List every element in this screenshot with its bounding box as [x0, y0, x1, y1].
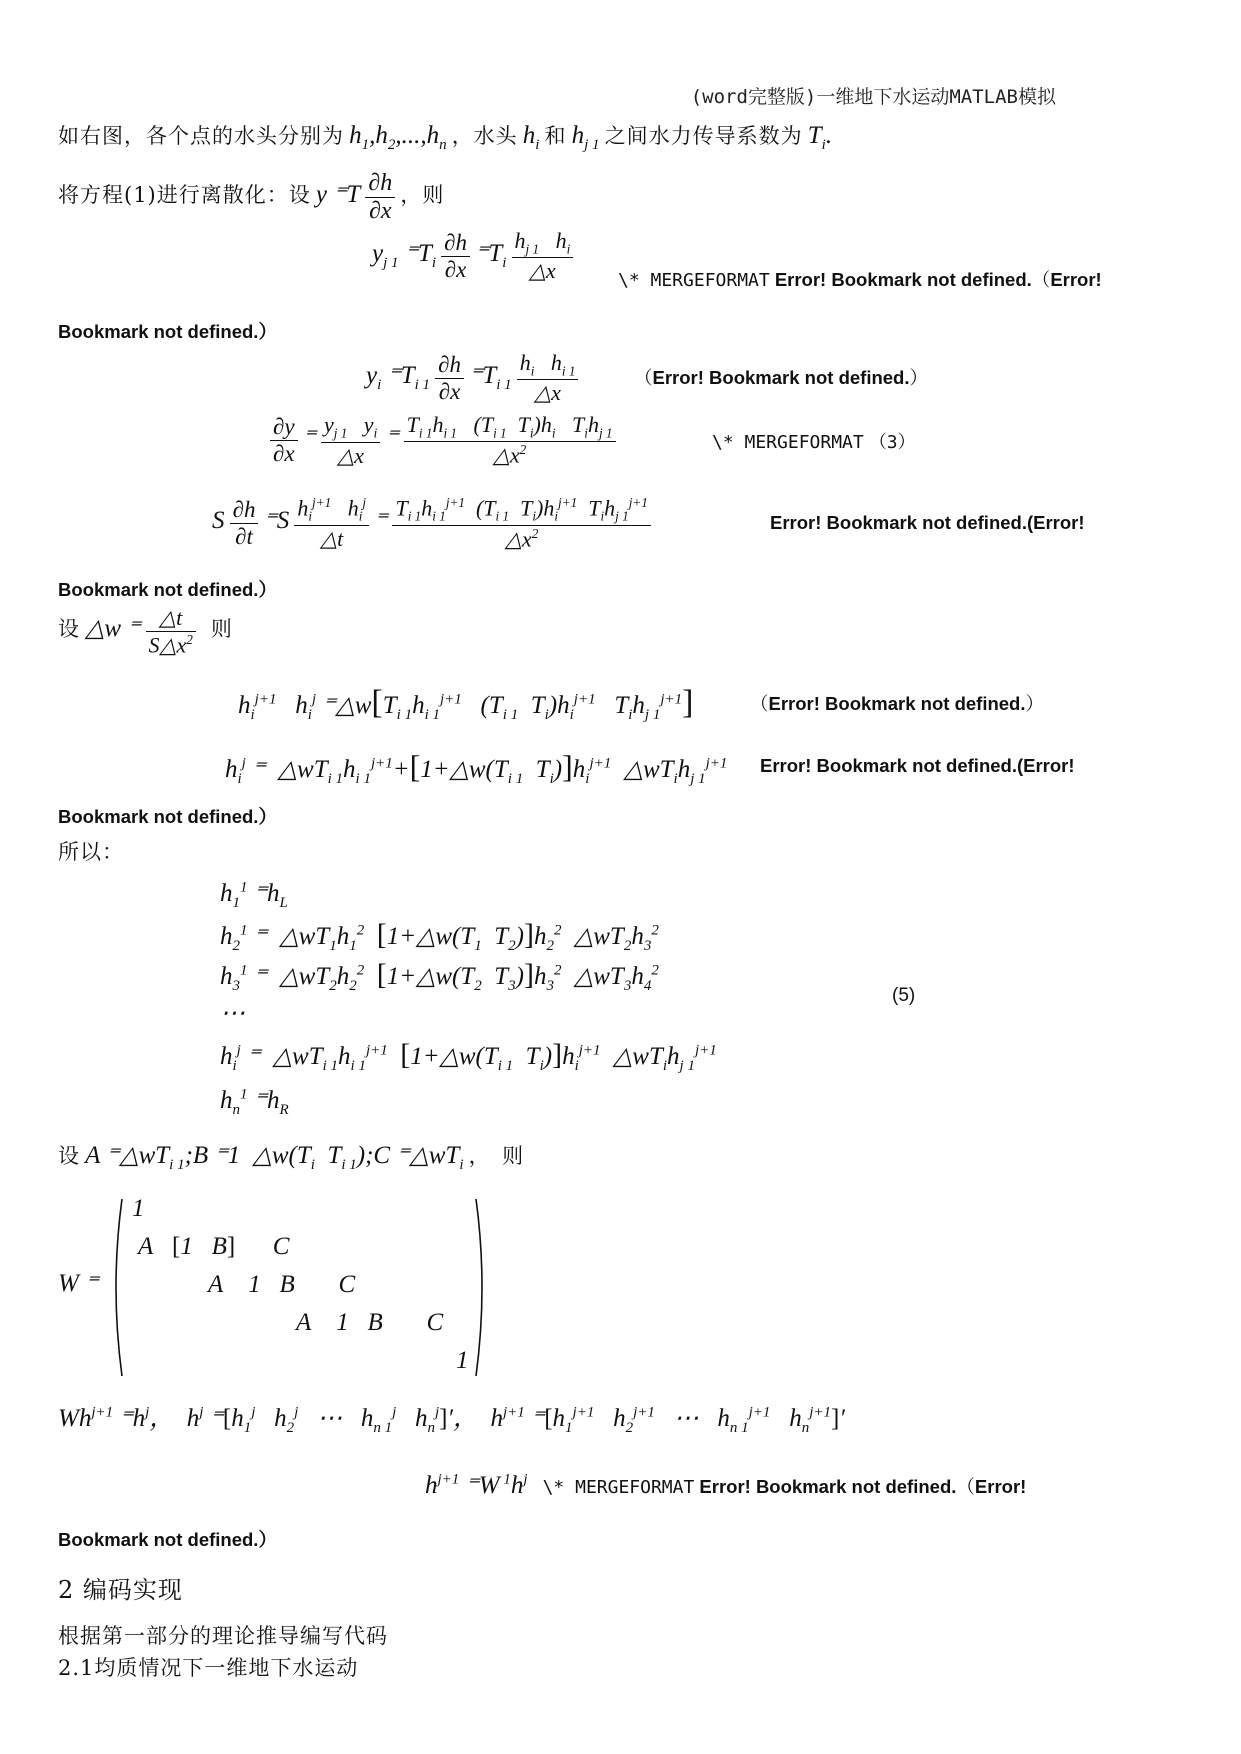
discretize-eq: y ⁼T	[315, 181, 361, 208]
intro-end: 之间水力传导系数为	[604, 124, 803, 148]
dh-dx-fraction: $\frac{\partial h}{\partial x}$	[365, 170, 395, 225]
intro-hi: $h_i$	[522, 122, 540, 153]
solution-equation: $h^{j+1}$ ⁼W $^1h^j$ \* MERGEFORMAT Error! Bookmark not defined.（Error!	[425, 1471, 1027, 1499]
error-cont: Error!	[1050, 269, 1102, 290]
solution-ref-cont: Bookmark not defined.）	[58, 1529, 277, 1550]
intro-paragraph	[58, 120, 832, 154]
equation-3: $\frac{\partial y}{\partial x}$ ⁼ $\frac{y_{j 1} y_i}{\triangle x}$ ⁼ $\frac{T_{i 1}h_{i 1} (T_{i 1} T_i)h_i T_ih_{j 1}}{\triangle x^2}$	[270, 412, 616, 469]
equation-4-ref: Error! Bookmark not defined.(Error!	[770, 512, 1085, 533]
equation-5b-ref-cont: Bookmark not defined.）	[58, 806, 277, 827]
set-w-line: 设 △w ⁼ $\frac{\triangle t}{S\triangle x^2}$ 则	[58, 605, 233, 658]
equation-2-ref: （Error! Bookmark not defined.）	[634, 367, 929, 389]
equation-5b-ref: Error! Bookmark not defined.(Error!	[760, 755, 1075, 776]
system-row-3: $h_3^1$ ⁼ $\triangle wT_2h_2^2$ [$1+\triangle w(T_2$ $T_3)]h_3^2$ $\triangle wT_3h_4^2$	[220, 958, 659, 994]
equation-5-label: (5)	[892, 985, 916, 1006]
system-row-ellipsis: ⋯	[220, 1000, 245, 1027]
section-2-1-heading: 2.1均质情况下一维地下水运动	[58, 1656, 359, 1680]
equation-4: S $\frac{\partial h}{\partial t}$ ⁼S $\frac{h_i^{j+1} h_i^j}{\triangle t}$ ⁼ $\frac{T_{i 1}h_{i 1}^{j+1} (T_{i 1} T_i)h_i^{j+1} T_ih_{j 1}^{j+1}}{\triangle x^2}$	[212, 495, 651, 552]
set-abc-line: 设 A $^=\triangle wT_{i 1};B$ ⁼1 $\triangle w(T_i$ $T_{i 1});C$ $^=\triangle wT_i$ ， 则	[58, 1142, 525, 1173]
intro-mid: ，水头	[451, 124, 518, 148]
intro-text: 如右图，各个点的水头分别为	[58, 124, 344, 148]
equation-1-ref: \* MERGEFORMAT Error! Bookmark not defined.（Error!	[618, 269, 1102, 291]
discretize-paragraph	[58, 170, 444, 225]
intro-hj: $h_{j 1}$	[571, 122, 600, 153]
intro-and: 和	[544, 124, 567, 148]
equation-1-ref-cont: Bookmark not defined.）	[58, 321, 277, 342]
system-row-i: $h_i^j$ ⁼ $\triangle wT_{i 1}h_{i 1}^{j+1}$ [$1+\triangle w(T_{i 1}$ $T_i)]h_i^{j+1}$ $\triangle wT_ih_{j 1}^{j+1}$	[220, 1038, 717, 1074]
section-2-text: 根据第一部分的理论推导编写代码	[58, 1624, 388, 1648]
page-header: (word完整版)一维地下水运动MATLAB模拟	[690, 86, 1056, 108]
equation-1: $y_{j 1}$ $^=T_i$ $\frac{\partial h}{\partial x}$ $^=T_i$ $\frac{h_{j 1} h_i}{\triangle x}$	[372, 228, 573, 284]
so-text: 所以：	[58, 840, 124, 864]
intro-vars: $h_1,h_2,...,h_n$	[349, 122, 447, 153]
discretize-text: 将方程(1)进行离散化：设	[58, 183, 311, 207]
equation-5b: $h_i^j$ ⁼ $\triangle wT_{i 1}h_{i 1}^{j+1}+[1+\triangle w(T_{i 1}$ $T_i)]h_i^{j+1}$ $\triangle wT_ih_{j 1}^{j+1}$	[225, 748, 728, 787]
equation-5a-ref: （Error! Bookmark not defined.）	[750, 693, 1045, 715]
intro-T: $T_i$.	[807, 122, 833, 153]
system-row-n: $h_n^1$ $^=h_R$	[220, 1086, 289, 1118]
system-row-1: $h_1^1$ $^=h_L$	[220, 879, 288, 911]
equation-3-ref: \* MERGEFORMAT （3）	[712, 432, 916, 453]
matrix-w-label: W ⁼	[58, 1270, 99, 1297]
then-text: ，则	[400, 183, 445, 207]
equation-5a: $h_i^{j+1}$ $h_i^j$ $^=\triangle w[T_{i 1}h_{i 1}^{j+1}$ ($T_{i 1}$ $T_i)h_i^{j+1}$ $T_ih_{j 1}^{j+1}$]	[238, 684, 694, 723]
section-2-heading: 2 编码实现	[58, 1576, 183, 1604]
matrix-w: 1 A [1 B] C A 1 B C A 1 B C 1	[108, 1195, 490, 1380]
wh-equation-line: $Wh^{j+1}$ $^=h^j$， $h^j$ $^=[h_1^j$ $h_2^j$ ⋯ $h_{n 1}^j$ $h_n^j]'$， $h^{j+1}$ $^=[h_1^{j+1}$ $h_2^{j+1}$ ⋯ $h_{n 1}^{j+1}$ $h_n^{j+1}]'$	[58, 1404, 845, 1436]
equation-4-ref-cont: Bookmark not defined.）	[58, 579, 277, 600]
system-row-2: $h_2^1$ ⁼ $\triangle wT_1h_1^2$ [$1+\triangle w(T_1$ $T_2)]h_2^2$ $\triangle wT_2h_3^2$	[220, 918, 659, 954]
equation-2: $y_i$ $^=T_{i 1}$ $\frac{\partial h}{\partial x}$ $^=T_{i 1}$ $\frac{h_i h_{i 1}}{\triangle x}$	[366, 350, 578, 406]
